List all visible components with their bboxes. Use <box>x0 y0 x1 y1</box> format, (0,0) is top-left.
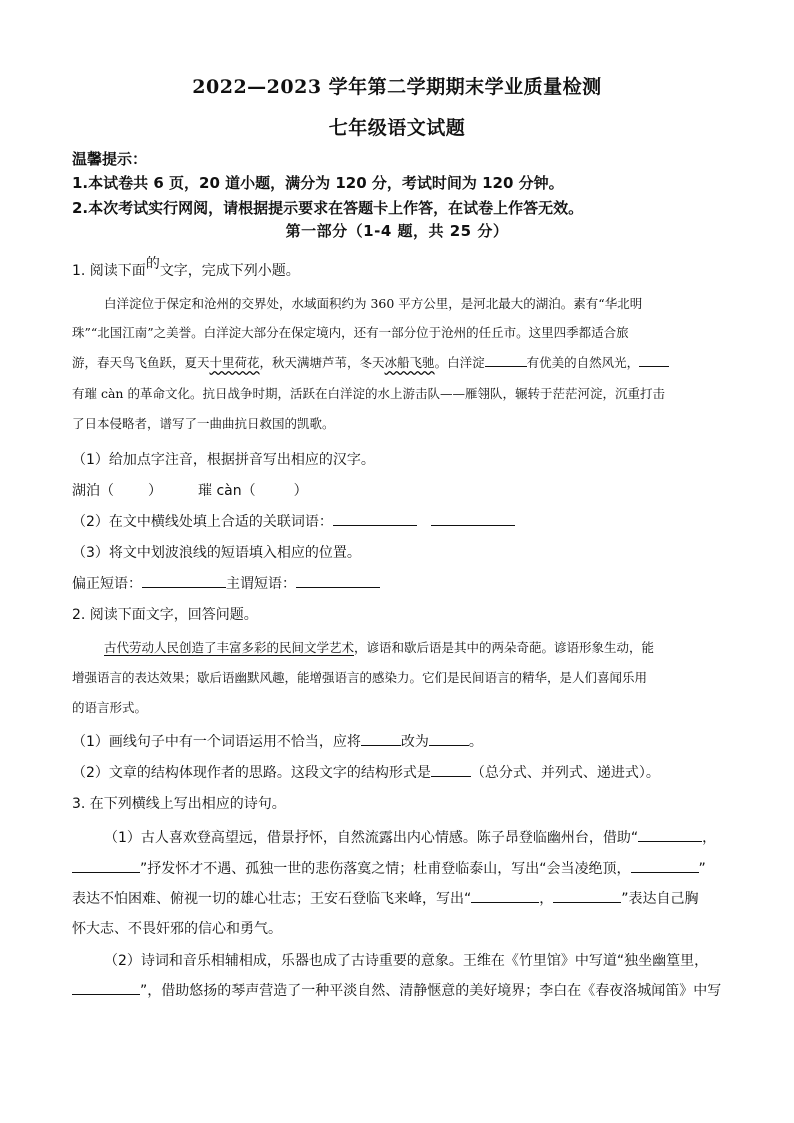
q1-passage-line-4: 有璀 càn 的革命文化。抗日战争时期，活跃在白洋淀的水上游击队——雁翎队，辗转于茫茫河淀，沉重打击 <box>72 386 665 401</box>
q1-sub-3-answers <box>72 573 380 593</box>
q1-passage-line-1: 白洋淀位于保定和沧州的交界处，水域面积约为 360 平方公里，是河北最大的湖泊。素有“华北明 <box>104 296 643 311</box>
blank-q2-structure[interactable] <box>431 763 471 777</box>
blank-poem-4[interactable] <box>471 889 539 903</box>
q1-p3f: 有优美的自然风光， <box>526 355 640 370</box>
q2-sub-1 <box>72 731 483 751</box>
blank-poem-3[interactable] <box>631 859 699 873</box>
q1-sub1-b: ） <box>148 483 162 499</box>
exam-title: 2022—2023 学年第二学期期末学业质量检测 <box>192 76 602 98</box>
q2-sub1-b: 改为 <box>400 734 429 750</box>
q1-p3a: 游，春天鸟飞鱼跃，夏天 <box>72 355 210 370</box>
q2-sub1-a: （1）画线句子中有一个词语运用不恰当，应将 <box>72 734 361 750</box>
q3-s2-l2: ”，借助悠扬的琴声营造了一种平淡自然、清静惬意的美好境界；李白在《春夜洛城闻笛》中写 <box>140 983 722 999</box>
q3-s1-line-3 <box>72 888 699 908</box>
notice-line-1: 1.本试卷共 6 页，20 道小题，满分为 120 分，考试时间为 120 分钟。 <box>72 174 564 192</box>
q2-sub1-c: 。 <box>468 734 483 750</box>
q2-passage-line-3: 的语言形式。 <box>72 700 148 715</box>
q2-passage-line-1 <box>104 638 654 656</box>
q1-sub1-d: ） <box>293 483 308 499</box>
label-pianzheng: 偏正短语： <box>72 576 142 592</box>
q2-stem: 2. 阅读下面文字，回答问题。 <box>72 607 258 623</box>
q2-p1b: ，谚语和歇后语是其中的两朵奇葩。谚语形象生动，能 <box>354 640 655 655</box>
q1-p3e: 。白洋淀 <box>434 355 485 370</box>
q2-passage-line-2: 增强语言的表达效果；歇后语幽默风趣，能增强语言的感染力。它们是民间语言的精华，是人们喜闻乐用 <box>72 670 648 685</box>
q1-sub1-c: 璀 càn（ <box>198 483 256 499</box>
q3-s1-line-4: 怀大志、不畏奸邪的信心和勇气。 <box>72 921 282 937</box>
q3-s1-l1b: ， <box>702 830 717 846</box>
blank-poem-2[interactable] <box>72 859 140 873</box>
q3-s2-line-2 <box>72 980 721 1000</box>
q3-s1-l1a: （1）古人喜欢登高望远，借景抒怀，自然流露出内心情感。陈子昂登临幽州台，借助“ <box>104 830 639 846</box>
q1-sub-1-answers <box>72 480 308 500</box>
q3-s1-l2a: ”抒发怀才不遇、孤独一世的悲伤落寞之情；杜甫登临泰山，写出“会当凌绝顶， <box>140 861 631 877</box>
q1-sub1-a: 湖泊（ <box>72 483 114 499</box>
q1-passage-line-2: 珠”“北国江南”之美誉。白洋淀大部分在保定境内，还有一部分位于沧州的任丘市。这里四季都适合旅 <box>72 325 629 340</box>
q1-stem-a: 1. 阅读下面 <box>72 263 146 279</box>
blank-zhuwei[interactable] <box>296 574 380 588</box>
blank-poem-5[interactable] <box>553 889 621 903</box>
q1-passage-line-5: 了日本侵略者，谱写了一曲曲抗日救国的凯歌。 <box>72 416 335 431</box>
q3-s1-l3a: 表达不怕困难、俯视一切的雄心壮志；王安石登临飞来峰，写出“ <box>72 891 472 907</box>
q2-sub2-a: （2）文章的结构体现作者的思路。这段文字的结构形式是 <box>72 765 431 781</box>
wavy-phrase-2: 冰船飞驰 <box>384 355 435 370</box>
q3-s1-line-1 <box>104 827 716 847</box>
wavy-phrase-1: 十里荷花 <box>209 355 260 370</box>
q1-sub-3: （3）将文中划波浪线的短语填入相应的位置。 <box>72 545 361 561</box>
notice-heading: 温馨提示： <box>72 150 148 168</box>
q3-s1-l3b: ， <box>539 891 554 907</box>
q2-sub-2 <box>72 762 660 782</box>
blank-connector-2[interactable] <box>639 353 669 367</box>
blank-sub2-1[interactable] <box>333 512 417 526</box>
blank-poem-6[interactable] <box>72 981 140 995</box>
q1-p3c: ，秋天满塘芦苇，冬天 <box>259 355 385 370</box>
blank-sub2-2[interactable] <box>431 512 515 526</box>
blank-q2-correct-word[interactable] <box>429 732 469 746</box>
notice-line-2: 2.本次考试实行网阅，请根据提示要求在答题卡上作答，在试卷上作答无效。 <box>72 199 584 217</box>
q1-stem-sup: 的 <box>145 256 160 272</box>
q3-s1-line-2 <box>72 858 706 878</box>
q3-s2-line-1: （2）诗词和音乐相辅相成，乐器也成了古诗重要的意象。王维在《竹里馆》中写道“独坐幽篁里， <box>104 953 709 969</box>
q1-stem-b: 文字，完成下列小题。 <box>159 263 300 279</box>
underlined-sentence: 古代劳动人民创造了丰富多彩的民间文学艺术 <box>104 640 355 655</box>
q1-stem <box>72 256 300 280</box>
q3-s1-l3c: ”表达自己胸 <box>621 891 699 907</box>
blank-connector-1[interactable] <box>485 353 527 367</box>
q1-sub2-label: （2）在文中横线处填上合适的关联词语： <box>72 514 333 530</box>
q1-passage-line-3 <box>72 353 669 371</box>
blank-pianzheng[interactable] <box>142 574 226 588</box>
part1-heading: 第一部分（1-4 题，共 25 分） <box>285 222 509 240</box>
blank-q2-wrong-word[interactable] <box>361 732 401 746</box>
q1-sub-1: （1）给加点字注音，根据拼音写出相应的汉字。 <box>72 452 375 468</box>
label-zhuwei: 主谓短语： <box>226 576 296 592</box>
q1-sub-2 <box>72 511 515 531</box>
q3-stem: 3. 在下列横线上写出相应的诗句。 <box>72 796 286 812</box>
exam-subtitle: 七年级语文试题 <box>328 117 466 139</box>
q3-s1-l2b: ” <box>698 861 706 877</box>
blank-poem-1[interactable] <box>638 828 702 842</box>
q2-sub2-b: （总分式、并列式、递进式）。 <box>470 765 660 781</box>
